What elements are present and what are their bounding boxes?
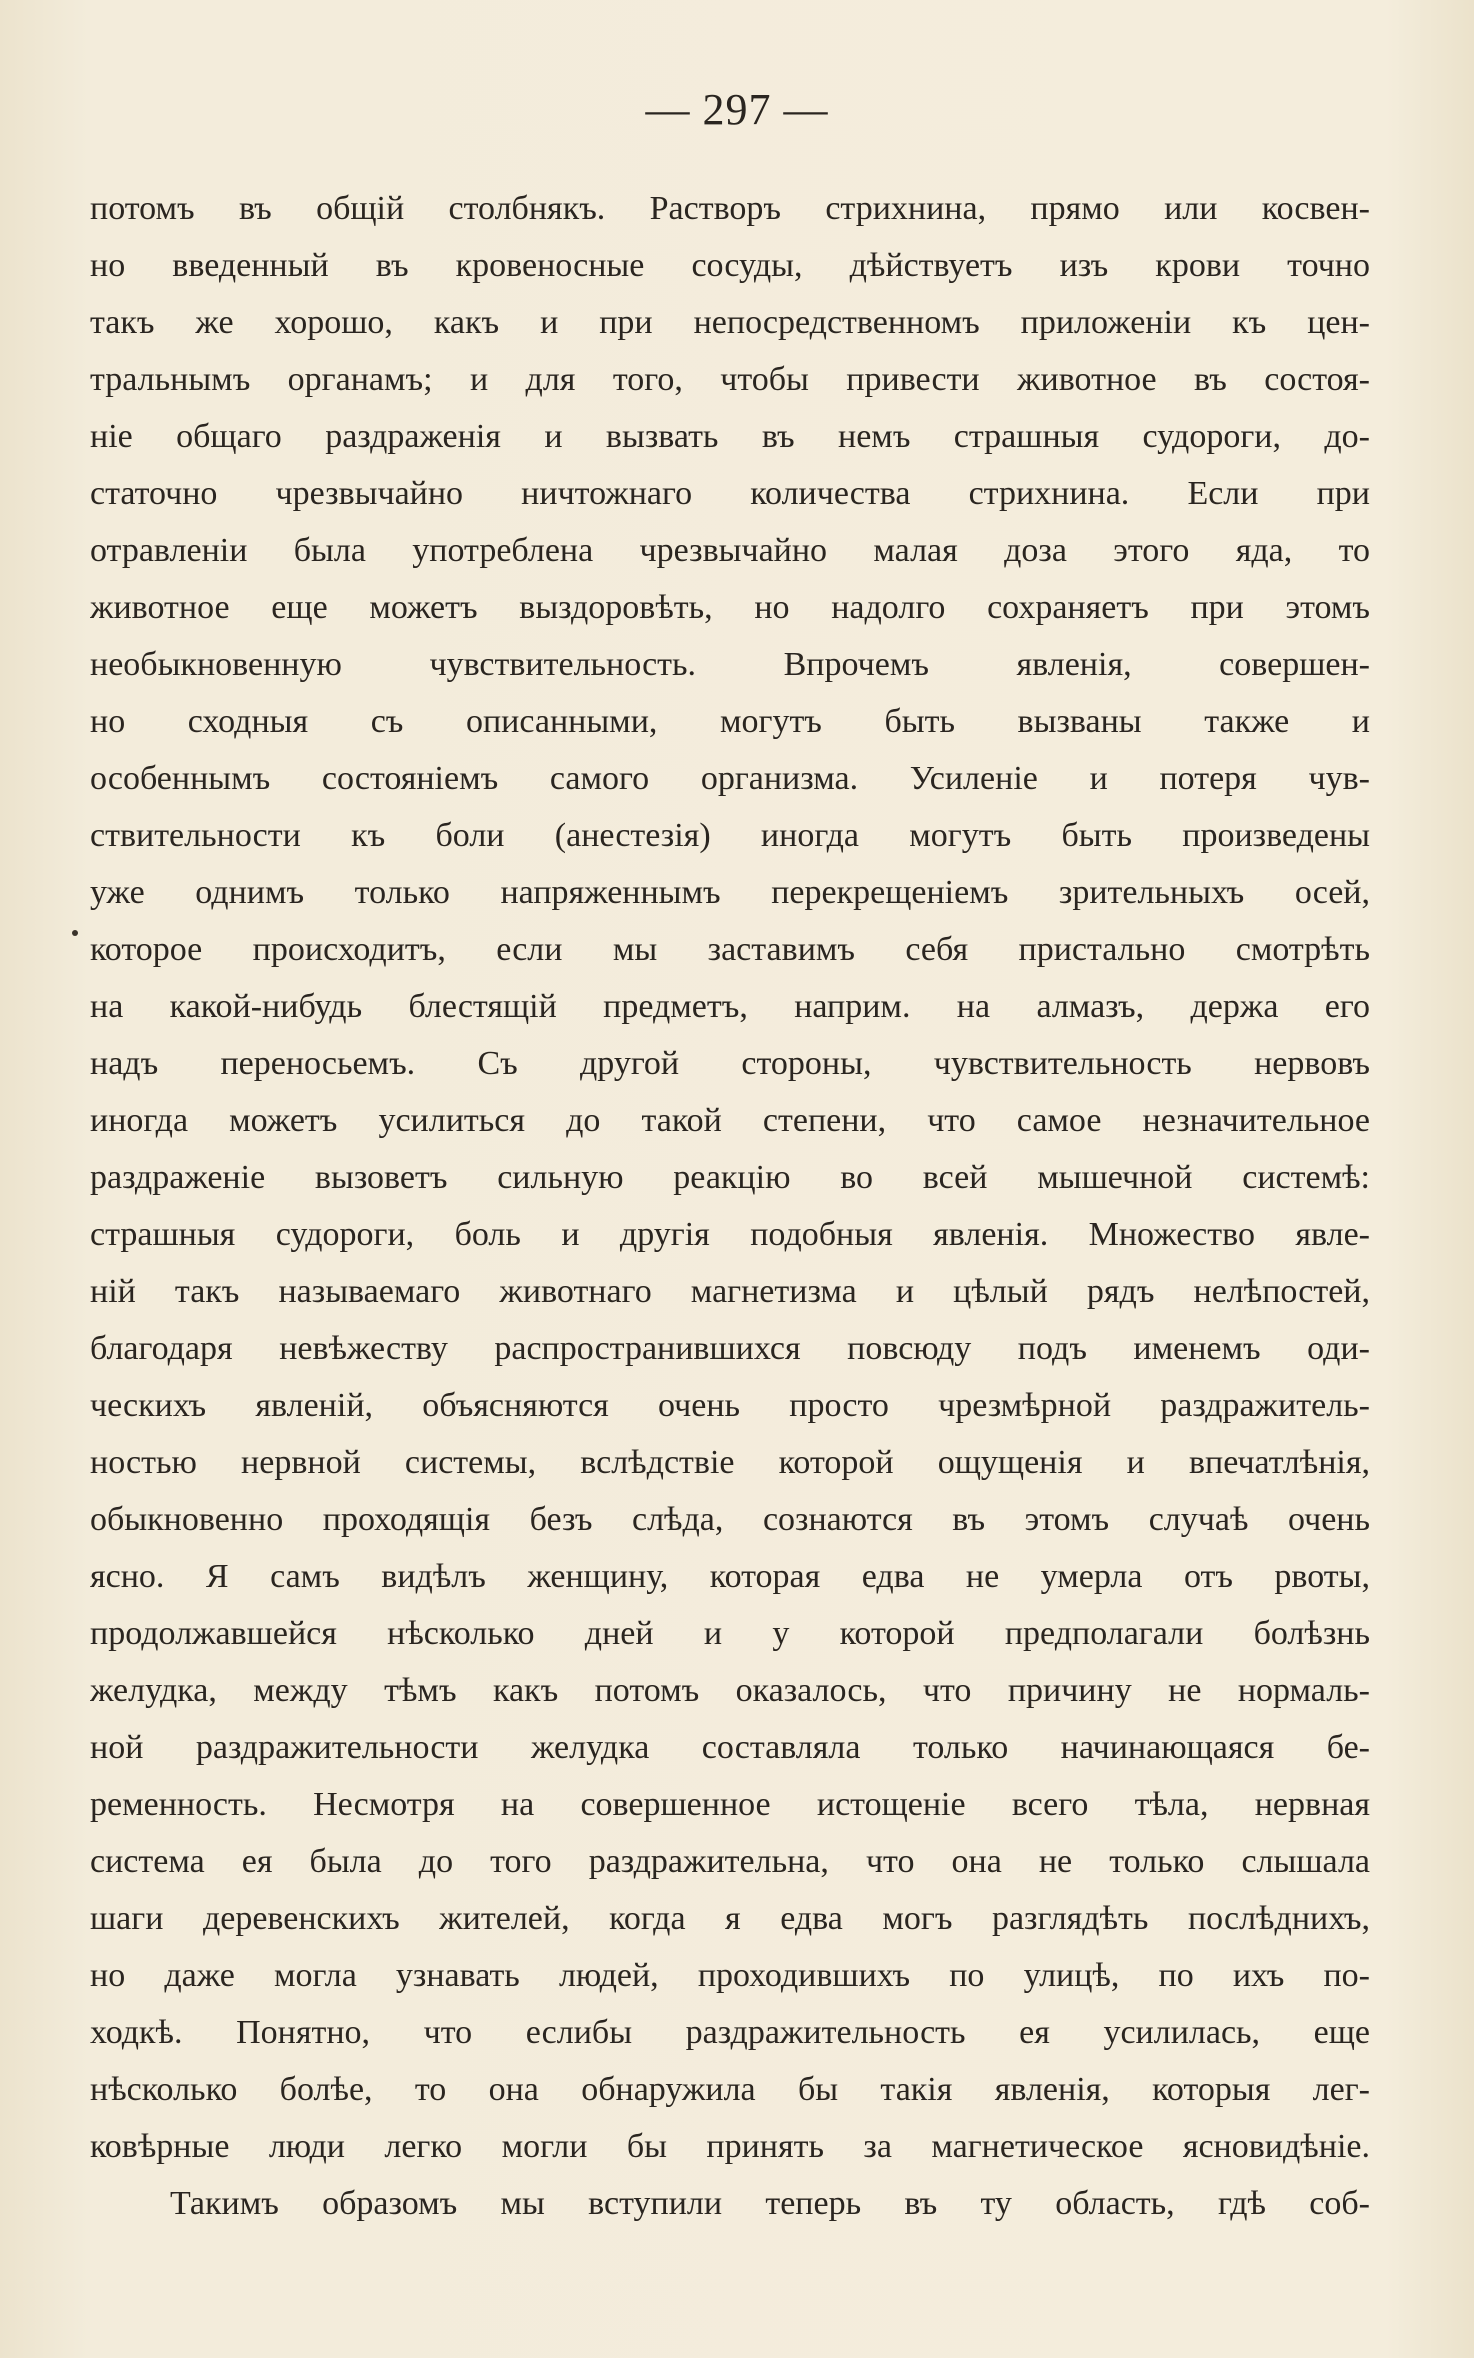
- text-line: отравленіи была употреблена чрезвычайно малая доза этого яда, то: [90, 532, 1370, 569]
- text-line: на какой-нибудь блестящій предметъ, наприм. на алмазъ, держа его: [90, 988, 1370, 1025]
- paragraph-1: [90, 180, 1370, 2175]
- text-line: такъ же хорошо, какъ и при непосредственномъ приложеніи къ цен-: [90, 304, 1370, 341]
- paragraph-2: [90, 2175, 1370, 2232]
- text-line: но введенный въ кровеносные сосуды, дѣйствуетъ изъ крови точно: [90, 247, 1370, 284]
- text-line: благодаря невѣжеству распространившихся повсюду подъ именемъ оди-: [90, 1330, 1370, 1367]
- text-line: ствительности къ боли (анестезія) иногда могутъ быть произведены: [90, 817, 1370, 854]
- text-line: иногда можетъ усилиться до такой степени, что самое незначительное: [90, 1102, 1370, 1139]
- page-number: — 297 —: [645, 85, 829, 134]
- text-line: животное еще можетъ выздоровѣть, но надолго сохраняетъ при этомъ: [90, 589, 1370, 626]
- text-line: ковѣрные люди легко могли бы принять за магнетическое ясновидѣніе.: [90, 2128, 1370, 2165]
- text-line: ніе общаго раздраженія и вызвать въ немъ страшныя судороги, до-: [90, 418, 1370, 455]
- text-line: ной раздражительности желудка составляла только начинающаяся бе-: [90, 1729, 1370, 1766]
- text-line: ческихъ явленій, объясняются очень просто чрезмѣрной раздражитель-: [90, 1387, 1370, 1424]
- text-line: необыкновенную чувствительность. Впрочемъ явленія, совершен-: [90, 646, 1370, 683]
- text-line: но сходныя съ описанными, могутъ быть вызваны также и: [90, 703, 1370, 740]
- text-line: уже однимъ только напряженнымъ перекрещеніемъ зрительныхъ осей,: [90, 874, 1370, 911]
- ink-spot: [72, 930, 78, 936]
- text-line: раздраженіе вызоветъ сильную реакцію во всей мышечной системѣ:: [90, 1159, 1370, 1196]
- text-line: система ея была до того раздражительна, что она не только слышала: [90, 1843, 1370, 1880]
- text-line: но даже могла узнавать людей, проходившихъ по улицѣ, по ихъ по-: [90, 1957, 1370, 1994]
- text-line: ходкѣ. Понятно, что еслибы раздражительность ея усилилась, еще: [90, 2014, 1370, 2051]
- text-line: продолжавшейся нѣсколько дней и у которой предполагали болѣзнь: [90, 1615, 1370, 1652]
- text-line: ясно. Я самъ видѣлъ женщину, которая едва не умерла отъ рвоты,: [90, 1558, 1370, 1595]
- text-line: особеннымъ состояніемъ самого организма. Усиленіе и потеря чув-: [90, 760, 1370, 797]
- text-line: обыкновенно проходящія безъ слѣда, сознаются въ этомъ случаѣ очень: [90, 1501, 1370, 1538]
- text-line: шаги деревенскихъ жителей, когда я едва могъ разглядѣть послѣднихъ,: [90, 1900, 1370, 1937]
- text-line: страшныя судороги, боль и другія подобныя явленія. Множество явле-: [90, 1216, 1370, 1253]
- text-line: нѣсколько болѣе, то она обнаружила бы такія явленія, которыя лег-: [90, 2071, 1370, 2108]
- text-line: потомъ въ общій столбнякъ. Растворъ стрихнина, прямо или косвен-: [90, 190, 1370, 227]
- text-line: надъ переносьемъ. Съ другой стороны, чувствительность нервовъ: [90, 1045, 1370, 1082]
- text-line: ностью нервной системы, вслѣдствіе которой ощущенія и впечатлѣнія,: [90, 1444, 1370, 1481]
- text-line: Такимъ образомъ мы вступили теперь въ ту область, гдѣ соб-: [170, 2185, 1370, 2222]
- text-line: которое происходитъ, если мы заставимъ себя пристально смотрѣть: [90, 931, 1370, 968]
- body-text: [90, 180, 1370, 2232]
- text-line: ній такъ называемаго животнаго магнетизма и цѣлый рядъ нелѣпостей,: [90, 1273, 1370, 1310]
- text-line: желудка, между тѣмъ какъ потомъ оказалось, что причину не нормаль-: [90, 1672, 1370, 1709]
- text-line: статочно чрезвычайно ничтожнаго количества стрихнина. Если при: [90, 475, 1370, 512]
- text-line: тральнымъ органамъ; и для того, чтобы привести животное въ состоя-: [90, 361, 1370, 398]
- text-line: ременность. Несмотря на совершенное истощеніе всего тѣла, нервная: [90, 1786, 1370, 1823]
